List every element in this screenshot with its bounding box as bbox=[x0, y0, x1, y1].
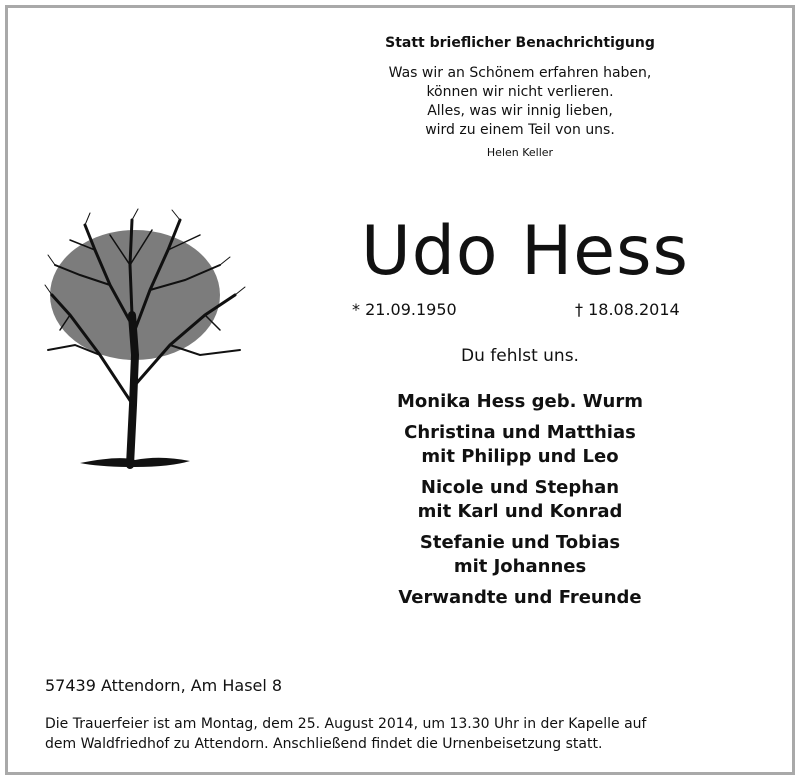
mourner-line: Verwandte und Freunde bbox=[398, 587, 642, 608]
mourner-list bbox=[345, 390, 695, 617]
mourner-line: mit Karl und Konrad bbox=[417, 501, 623, 522]
quote-line: können wir nicht verlieren. bbox=[426, 84, 614, 100]
mourner-line: mit Philipp und Leo bbox=[421, 446, 619, 467]
ceremony-line: dem Waldfriedhof zu Attendorn. Anschließend findet die Urnenbeisetzung statt. bbox=[45, 736, 603, 752]
quote bbox=[345, 64, 695, 140]
quote-line: Was wir an Schönem erfahren haben, bbox=[388, 65, 652, 81]
address: 57439 Attendorn, Am Hasel 8 bbox=[45, 676, 283, 695]
quote-author: Helen Keller bbox=[486, 146, 554, 159]
mourner-line: mit Johannes bbox=[453, 556, 587, 577]
deceased-name: Udo Hess bbox=[361, 212, 689, 291]
farewell-line: Du fehlst uns. bbox=[461, 346, 579, 366]
quote-line: Alles, was wir innig lieben, bbox=[427, 103, 613, 119]
mourner-line: Stefanie und Tobias bbox=[419, 532, 621, 553]
death-date: † 18.08.2014 bbox=[575, 300, 680, 319]
mourner-entry bbox=[345, 421, 695, 469]
mourner-line: Monika Hess geb. Wurm bbox=[397, 391, 643, 412]
quote-line: wird zu einem Teil von uns. bbox=[425, 122, 615, 138]
birth-date: * 21.09.1950 bbox=[352, 300, 457, 319]
ceremony-line: Die Trauerfeier ist am Montag, dem 25. August 2014, um 13.30 Uhr in der Kapelle auf bbox=[45, 716, 647, 732]
tree-illustration bbox=[40, 205, 250, 475]
ceremony-details bbox=[45, 714, 765, 754]
mourner-entry bbox=[345, 531, 695, 579]
notice-heading: Statt brieflicher Benachrichtigung bbox=[385, 35, 655, 51]
mourner-line: Christina und Matthias bbox=[404, 422, 636, 443]
mourner-entry bbox=[345, 586, 695, 610]
mourner-entry bbox=[345, 476, 695, 524]
mourner-entry bbox=[345, 390, 695, 414]
mourner-line: Nicole und Stephan bbox=[420, 477, 620, 498]
